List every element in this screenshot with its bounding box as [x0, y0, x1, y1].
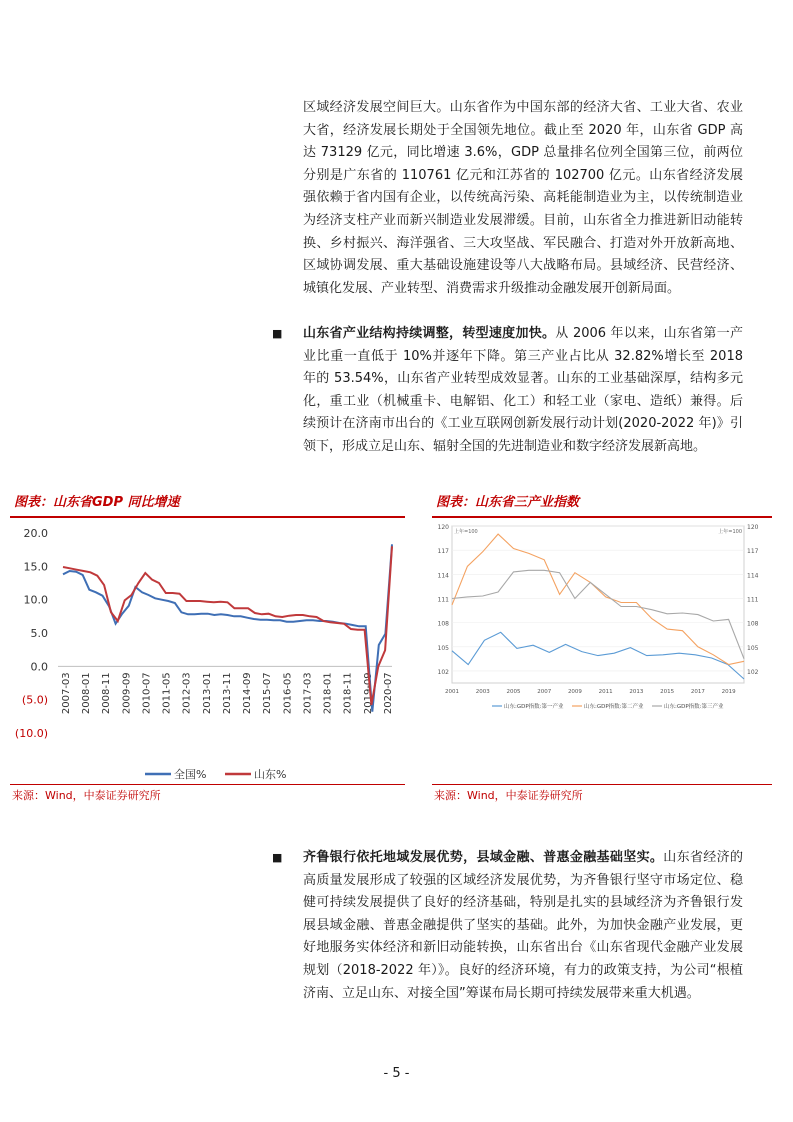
paragraph-heading: 山东省产业结构持续调整，转型速度加快。: [303, 326, 556, 341]
x-tick-label: 2016-05: [282, 672, 294, 715]
chart-title: 图表：山东省GDP 同比增速: [14, 495, 180, 510]
x-tick-label: 2018-11: [342, 672, 354, 715]
bullet-icon: ■: [272, 851, 283, 864]
unit-label: 上年=100: [718, 529, 742, 535]
paragraph-body: 从 2006 年以来，山东省第一产业比重一直低于 10%并逐年下降。第三产业占比从 32.82%增长至 2018 年的 53.54%，山东省产业转型成效显著。山东的工业基础深厚，结构多元化，重工业（机械重卡、电解铝、化工）和轻工业（家电、造纸）兼得。后续预计在济南市出台的《工业互联网创新发展行动计划(2020-2022 年)》引领下，形成立足山东、辐射全国的先进制造业和数字经济发展新高地。: [303, 326, 743, 454]
x-tick-label: 2001: [445, 689, 459, 695]
x-tick-label: 2017: [690, 689, 705, 695]
y-tick-label: 15.0: [23, 560, 48, 574]
y-tick-label-right: 105: [747, 644, 759, 652]
y-tick-label-left: 117: [437, 548, 449, 556]
x-tick-label: 2019: [721, 689, 736, 695]
y-tick-label: 10.0: [23, 593, 48, 607]
y-tick-label: 20.0: [23, 527, 48, 540]
x-tick-label: 2014-09: [242, 672, 254, 715]
x-tick-label: 2015-07: [262, 672, 274, 715]
x-tick-label: 2017-03: [302, 672, 314, 715]
plot-frame: [452, 526, 744, 683]
y-tick-label-left: 105: [437, 644, 449, 652]
source-rule: [432, 784, 772, 785]
y-tick-label-right: 108: [747, 620, 759, 628]
chart-source: 来源：Wind，中泰证券研究所: [12, 789, 161, 802]
x-tick-label: 2011-05: [161, 672, 173, 715]
paragraph-body: 山东省经济的高质量发展形成了较强的区域经济发展优势，为齐鲁银行坚守市场定位、稳健可持续发展提供了良好的经济基础，特别是扎实的县域经济为齐鲁银行发展县域金融、普惠金融提供了坚实的基础。此外，为加快金融产业发展，更好地服务实体经济和新旧动能转换，山东省出台《山东省现代金融产业发展规划（2018-2022 年）》。良好的经济环境，有力的政策支持，为公司“根植济南、立足山东、对接全国”筹谋布局长期可持续发展带来重大机遇。: [303, 850, 743, 1001]
x-tick-label: 2013: [629, 689, 644, 695]
y-tick-label-left: 102: [437, 668, 449, 676]
legend-label: 山东:GDP指数:第三产业: [664, 704, 724, 710]
y-tick-label: (10.0): [14, 727, 48, 740]
page-number: - 5 -: [383, 1066, 410, 1081]
x-tick-label: 2019-09: [362, 672, 374, 715]
y-tick-label-right: 114: [747, 572, 759, 580]
y-tick-label: 0.0: [30, 660, 48, 674]
x-tick-label: 2011: [598, 689, 613, 695]
chart-three-industries: [432, 492, 772, 812]
y-tick-label-left: 114: [437, 572, 449, 580]
x-tick-label: 2008-11: [101, 672, 113, 715]
y-tick-label-right: 111: [747, 596, 759, 604]
x-tick-label: 2013-11: [222, 672, 233, 715]
legend-label: 山东%: [254, 768, 287, 781]
x-tick-label: 2003: [475, 689, 490, 695]
x-tick-label: 2010-07: [141, 672, 153, 715]
paragraph-qilu-bank: [303, 847, 743, 1005]
series-line: [452, 570, 744, 659]
x-tick-label: 2008-01: [81, 672, 93, 715]
x-tick-label: 2007: [537, 689, 552, 695]
y-tick-label-right: 120: [747, 524, 759, 531]
x-tick-label: 2015: [660, 689, 675, 695]
x-tick-label: 2020-07: [383, 672, 394, 715]
x-tick-label: 2007-03: [61, 672, 72, 715]
legend-label: 全国%: [174, 768, 207, 781]
y-tick-label-left: 108: [437, 620, 449, 628]
chart-source: 来源：Wind，中泰证券研究所: [434, 789, 583, 802]
gdp-growth-plot: [10, 518, 405, 788]
y-tick-label-left: 120: [437, 524, 449, 531]
x-tick-label: 2012-03: [181, 672, 193, 715]
x-tick-label: 2018-01: [322, 672, 334, 715]
paragraph-heading: 齐鲁银行依托地域发展优势，县域金融、普惠金融基础坚实。: [303, 850, 664, 865]
y-tick-label-right: 117: [747, 548, 759, 556]
legend-label: 山东:GDP指数:第一产业: [504, 704, 564, 710]
source-rule: [10, 784, 405, 785]
y-tick-label: (5.0): [21, 693, 48, 707]
paragraph-regional-economy: 区域经济发展空间巨大。山东省作为中国东部的经济大省、工业大省、农业大省，经济发展长期处于全国领先地位。截止至 2020 年，山东省 GDP 高达 73129 亿元，同比增速 3.6%，GDP 总量排名位列全国第三位，前两位分别是广东省的 110761 亿元和江苏省的 102700 亿元。山东省经济发展强依赖于省内国有企业，以传统高污染、高耗能制造业为主，以传统制造业为经济支柱产业而新兴制造业发展滞缓。目前，山东省全力推进新旧动能转换、乡村振兴、海洋强省、三大攻坚战、军民融合、打造对外开放新高地、区域协调发展、重大基础设施建设等八大战略布局。县域经济、民营经济、城镇化发展、产业转型、消费需求升级推动金融发展开创新局面。: [303, 100, 743, 296]
y-tick-label: 5.0: [30, 627, 48, 640]
x-tick-label: 2013-01: [201, 672, 213, 715]
y-tick-label-right: 102: [747, 668, 759, 676]
unit-label: 上年=100: [454, 529, 478, 535]
bullet-icon: ■: [272, 327, 283, 340]
industry-index-plot: [432, 518, 772, 718]
y-tick-label-left: 111: [437, 596, 449, 604]
chart-title: 图表：山东省三产业指数: [436, 495, 580, 510]
chart-gdp-growth: [10, 492, 405, 812]
series-line: [452, 534, 744, 664]
series-line: [452, 632, 744, 679]
x-tick-label: 2009: [567, 689, 582, 695]
paragraph-industrial-structure: [303, 323, 743, 459]
x-tick-label: 2005: [506, 689, 521, 695]
legend-label: 山东:GDP指数:第二产业: [584, 704, 644, 710]
x-tick-label: 2009-09: [121, 672, 133, 715]
